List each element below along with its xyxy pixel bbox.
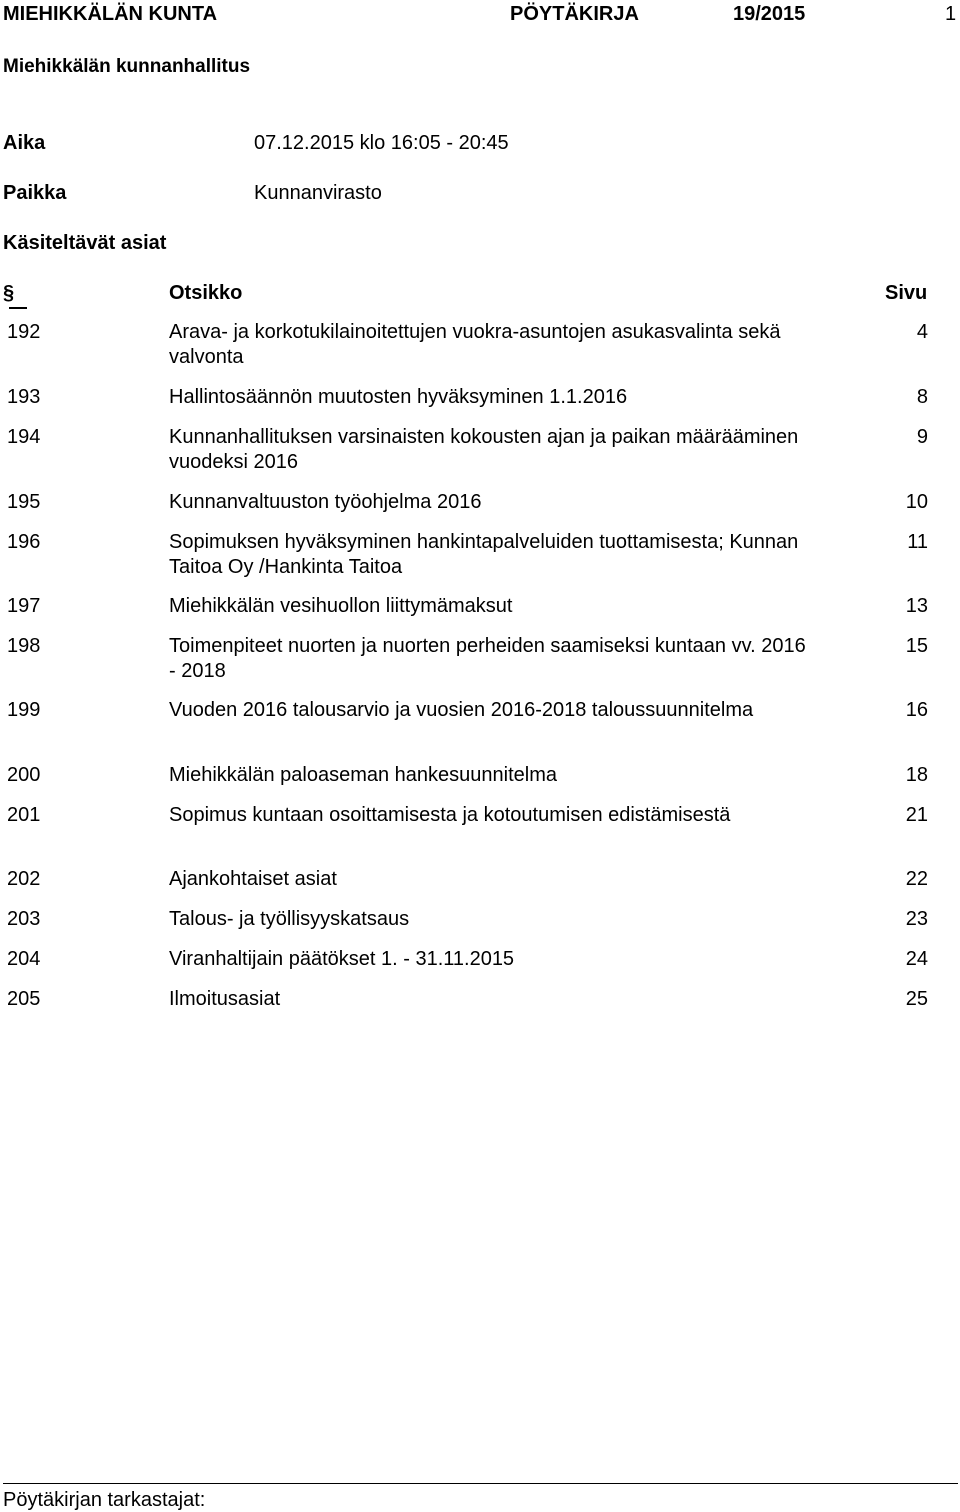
agenda-page: 24 — [905, 948, 928, 970]
agenda-page: 11 — [907, 531, 928, 553]
column-header-title: Otsikko — [169, 282, 243, 304]
agenda-page: 8 — [916, 386, 928, 408]
agenda-page: 9 — [916, 426, 928, 448]
agenda-page: 13 — [905, 595, 928, 617]
agenda-title: Talous- ja työllisyyskatsaus — [169, 908, 410, 930]
agenda-page: 22 — [905, 868, 928, 890]
agenda-title: Sopimus kuntaan osoittamisesta ja kotoutumisen edistämisestä — [169, 804, 731, 826]
agenda-number: 204 — [7, 948, 41, 970]
footer-label: Pöytäkirjan tarkastajat: — [3, 1489, 206, 1511]
committee-name: Miehikkälän kunnanhallitus — [3, 56, 251, 77]
agenda-page: 18 — [905, 764, 928, 786]
agenda-title: Kunnanvaltuuston työohjelma 2016 — [169, 491, 482, 513]
agenda-title: Miehikkälän vesihuollon liittymämaksut — [169, 595, 513, 617]
time-value: 07.12.2015 klo 16:05 - 20:45 — [254, 132, 509, 154]
agenda-number: 196 — [7, 531, 41, 553]
agenda-title: Viranhaltijain päätökset 1. - 31.11.2015 — [169, 948, 515, 970]
agenda-number: 203 — [7, 908, 41, 930]
paragraph-symbol-icon: § — [3, 282, 15, 304]
place-value: Kunnanvirasto — [254, 182, 382, 204]
agenda-page: 25 — [905, 988, 928, 1010]
place-label: Paikka — [3, 182, 67, 204]
agenda-number: 193 — [7, 386, 41, 408]
agenda-number: 198 — [7, 635, 41, 657]
agenda-title: Sopimuksen hyväksyminen hankintapalveluiden tuottamisesta; Kunnan Taitoa Oy /Hankinta Taitoa — [169, 531, 799, 578]
agenda-title: Miehikkälän paloaseman hankesuunnitelma — [169, 764, 558, 786]
agenda-title: Toimenpiteet nuorten ja nuorten perheiden saamiseksi kuntaan vv. 2016 - 2018 — [169, 635, 806, 682]
agenda-page: 15 — [905, 635, 928, 657]
document-type: PÖYTÄKIRJA — [510, 3, 639, 25]
agenda-title: Hallintosäännön muutosten hyväksyminen 1.1.2016 — [169, 386, 628, 408]
agenda-number: 205 — [7, 988, 41, 1010]
agenda-number: 194 — [7, 426, 41, 448]
agenda-number: 202 — [7, 868, 41, 890]
agenda-number: 192 — [7, 321, 41, 343]
column-header-page: Sivu — [885, 282, 928, 304]
agenda-page: 16 — [905, 699, 928, 721]
agenda-number: 197 — [7, 595, 41, 617]
agenda-title: Ajankohtaiset asiat — [169, 868, 337, 890]
municipality-name: MIEHIKKÄLÄN KUNTA — [3, 3, 218, 25]
agenda-number: 199 — [7, 699, 41, 721]
agenda-page: 21 — [905, 804, 928, 826]
section-title: Käsiteltävät asiat — [3, 232, 167, 254]
agenda-title: Kunnanhallituksen varsinaisten kokousten ajan ja paikan määrääminen vuodeksi 2016 — [169, 426, 799, 473]
agenda-title: Ilmoitusasiat — [169, 988, 281, 1010]
agenda-page: 23 — [905, 908, 928, 930]
agenda-number: 200 — [7, 764, 41, 786]
document-number: 19/2015 — [733, 3, 806, 25]
agenda-title: Vuoden 2016 talousarvio ja vuosien 2016-2018 taloussuunnitelma — [169, 699, 754, 721]
agenda-number: 201 — [7, 804, 41, 826]
agenda-number: 195 — [7, 491, 41, 513]
paragraph-underline — [9, 307, 27, 309]
agenda-title: Arava- ja korkotukilainoitettujen vuokra-asuntojen asukasvalinta sekä valvonta — [169, 321, 781, 368]
agenda-page: 10 — [905, 491, 928, 513]
agenda-page: 4 — [916, 321, 928, 343]
page-number: 1 — [945, 3, 957, 25]
time-label: Aika — [3, 132, 46, 154]
footer-divider — [3, 1483, 958, 1484]
